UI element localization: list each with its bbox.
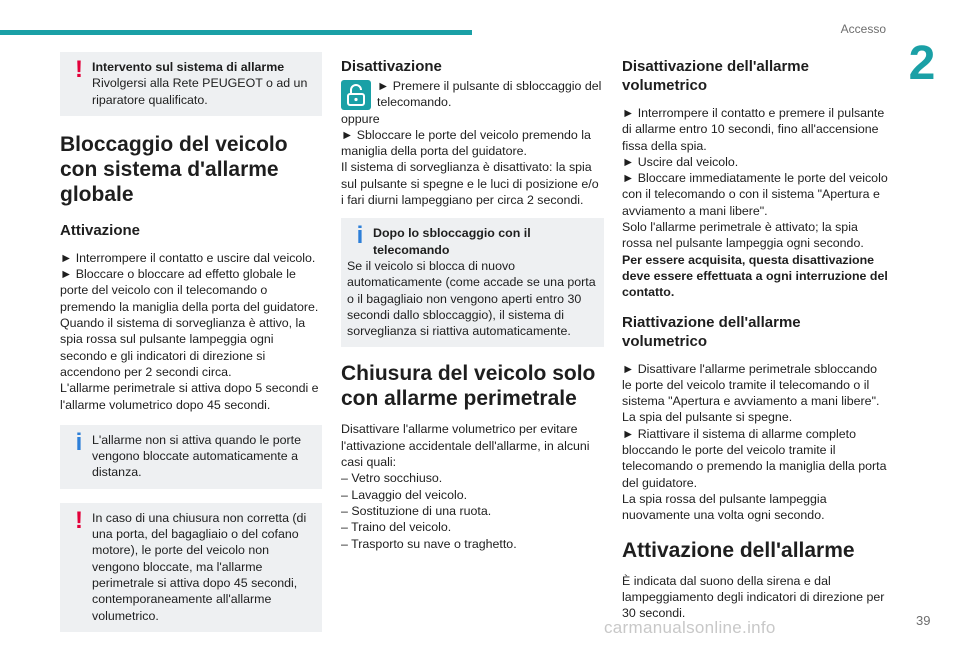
heading-global-alarm-locking: Bloccaggio del veicolo con sistema d'allarme globale [60,132,288,206]
instruction-step: ► Sbloccare le porte del veicolo premendo la maniglia della porta del guidatore. [341,127,591,159]
list-item: – Traino del veicolo. [341,520,452,535]
instruction-step: ► Bloccare o bloccare ad effetto globale le porte del veicolo con il telecomando o premendo la maniglia della porta del guidatore. [60,267,319,314]
subheading-activation: Attivazione [60,221,141,239]
warning-box-title: Intervento sul sistema di allarme [92,60,285,74]
list-item: – Vetro socchiuso. [341,471,443,486]
instruction-step: ► Interrompere il contatto e uscire dal veicolo. [60,250,316,265]
heading-alarm-triggering: Attivazione dell'allarme [622,538,855,562]
instruction-step: ► Premere il pulsante di sbloccaggio del telecomando. [377,79,602,110]
body-text: La spia del pulsante si spegne. [622,410,793,425]
instruction-step: ► Interrompere il contatto e premere il pulsante di allarme entro 10 secondi, fino all'accensione fissa della spia. [622,106,885,153]
chapter-number: 2 [908,37,936,90]
info-box-text: Se il veicolo si blocca di nuovo automaticamente (come accade se una porta o il bagagliaio non vengono aperti entro 30 secondi dallo sbloccaggio), il sistema di sorveglianza si riattiva automaticamente. [347,258,596,339]
info-box-text: L'allarme non si attiva quando le porte vengono bloccate automaticamente a distanza. [92,432,302,480]
unlock-instruction [341,78,604,111]
watermark: carmanualsonline.info [604,618,776,637]
list-item: – Lavaggio del veicolo. [341,487,468,502]
body-text: Disattivare l'allarme volumetrico per evitare l'attivazione accidentale dell'allarme, in alcuni casi quali: [341,422,590,470]
subheading-volumetric-deactivation: Disattivazione dell'allarme volumetrico [622,58,809,94]
warning-box-text: In caso di una chiusura non corretta (di una porta, del bagagliaio o del cofano motore), le porte del veicolo non vengono bloccate, ma l'allarme perimetrale si attiva dopo 45 secondi, contemporaneamente all'allarme volumetrico. [92,510,307,623]
column-3 [622,57,888,621]
subheading-volumetric-reactivation: Riattivazione dell'allarme volumetrico [622,313,801,350]
body-text: Il sistema di sorveglianza è disattivato: la spia sul pulsante si spegne e le luci di posizione e/o i fari diurni lampeggiano per circa 2 secondi. [341,160,599,208]
list-item: – Trasporto su nave o traghetto. [341,536,517,551]
instruction-step: ► Bloccare immediatamente le porte del veicolo con il telecomando o con il sistema "Apertura e avviamento a mani libere". [622,171,888,218]
column-2 [341,57,604,552]
body-text: È indicata dal suono della sirena e dal lampeggiamento degli indicatori di direzione per 30 secondi. [622,573,885,621]
warning-box-text: Rivolgersi alla Rete PEUGEOT o ad un riparatore qualificato. [92,76,308,107]
warning-box-alarm-service [60,52,322,116]
header-accent-bar [0,30,472,35]
body-text: Quando il sistema di sorveglianza è attivo, la spia rossa sul pulsante lampeggia ogni secondo e gli indicatori di direzione si accendono per 2 secondi circa. [60,316,306,379]
info-box-title: Dopo lo sbloccaggio con il telecomando [373,226,531,257]
subheading-deactivation: Disattivazione [341,58,442,75]
body-text: Solo l'allarme perimetrale è attivato; la spia rossa nel pulsante lampeggia ogni secondo. [622,220,864,251]
instruction-step: ► Uscire dal veicolo. [622,154,739,169]
body-text: La spia rossa del pulsante lampeggia nuovamente una volta ogni secondo. [622,491,827,523]
info-box-remote-lock [60,425,322,489]
info-box-after-unlock [341,218,604,347]
instruction-step: ► Disattivare l'allarme perimetrale sbloccando le porte del veicolo tramite il telecomando o il sistema "Apertura e avviamento a mani libere". [622,361,880,409]
body-text: L'allarme perimetrale si attiva dopo 5 secondi e l'allarme volumetrico dopo 45 secondi. [60,381,319,412]
heading-perimeter-alarm-locking: Chiusura del veicolo solo con allarme perimetrale [341,362,596,411]
column-1 [60,52,322,646]
warning-box-improper-closure [60,503,322,632]
instruction-step: ► Riattivare il sistema di allarme completo bloccando le porte del veicolo tramite il telecomando o premendo la maniglia della porta del guidatore. [622,426,887,490]
info-icon: i [356,222,364,250]
list-item: – Sostituzione di una ruota. [341,503,492,518]
info-icon: i [75,428,83,456]
exclamation-icon: ! [75,56,83,83]
unlock-padlock-icon [341,80,371,110]
body-text-bold: Per essere acquisita, questa disattivazione deve essere effettuata a ogni interruzione del contatto. [622,252,888,300]
body-text: oppure [341,111,380,126]
page-number: 39 [916,613,931,628]
exclamation-icon: ! [75,506,83,534]
section-title: Accesso [840,22,886,36]
